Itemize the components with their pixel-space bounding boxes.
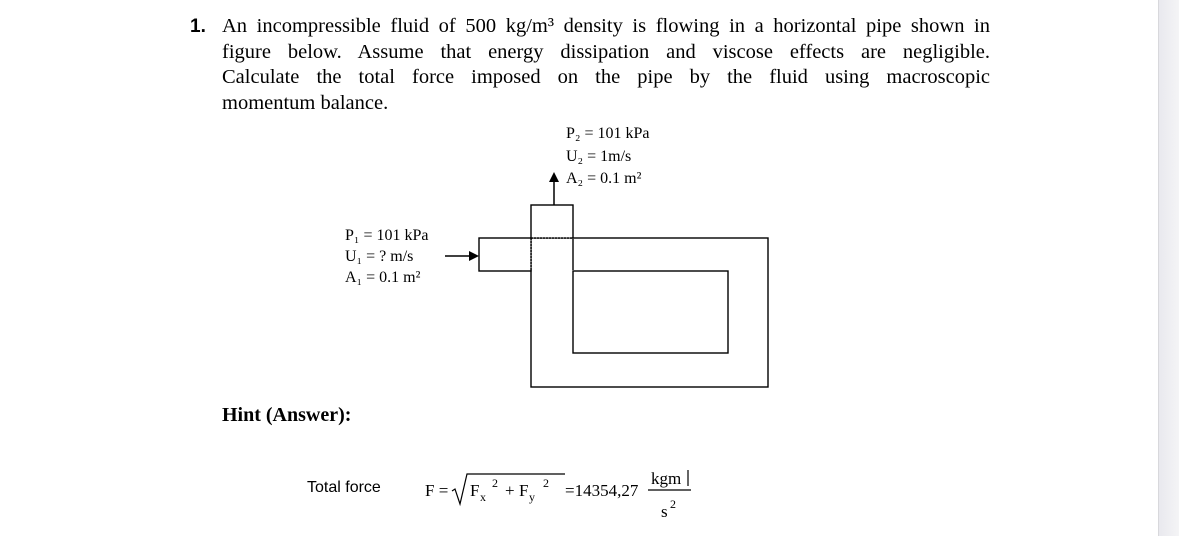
- problem-line-1: An incompressible fluid of 500 kg/m³ density is flowing in a horizontal pipe shown in: [222, 15, 990, 37]
- problem-line-3: Calculate the total force imposed on the pipe by the fluid using macroscopic: [222, 66, 990, 88]
- unit-denominator: s: [661, 502, 668, 521]
- problem-number: 1.: [190, 16, 206, 37]
- pipe-inner-wall: [573, 271, 728, 353]
- fy-symbol: F: [519, 481, 529, 500]
- pipe-outer-wall: [531, 238, 768, 387]
- hint-heading: Hint (Answer):: [222, 404, 352, 426]
- formula-result: =14354,27: [565, 481, 639, 500]
- page-edge-shadow: [1158, 0, 1179, 536]
- pipe-outlet: [531, 205, 573, 238]
- total-force-label: Total force: [307, 479, 381, 496]
- formula-lhs: F =: [425, 481, 449, 500]
- pipe-inlet: [479, 238, 531, 271]
- inlet-velocity-label: U₁ = ? m/s: [345, 248, 414, 265]
- fy-subscript: y: [529, 490, 535, 504]
- outlet-velocity-label: U₂ = 1m/s: [566, 148, 632, 165]
- problem-line-4: momentum balance.: [222, 91, 389, 114]
- unit-denominator-exponent: 2: [670, 497, 676, 511]
- fx-subscript: x: [480, 490, 486, 504]
- outlet-flow-arrow-head: [549, 172, 559, 182]
- unit-numerator: kgm: [651, 469, 682, 488]
- inlet-pressure-label: P₁ = 101 kPa: [345, 227, 429, 244]
- outlet-area-label: A₂ = 0.1 m²: [566, 170, 642, 187]
- fx-exponent: 2: [492, 476, 498, 490]
- outlet-pressure-label: P₂ = 101 kPa: [566, 125, 650, 142]
- inlet-area-label: A₁ = 0.1 m²: [345, 269, 421, 286]
- fx-symbol: F: [470, 481, 480, 500]
- answer-formula: [425, 460, 695, 530]
- formula-plus: +: [505, 481, 515, 500]
- inlet-flow-arrow-head: [469, 251, 479, 261]
- problem-line-2: figure below. Assume that energy dissipation and viscose effects are negligible.: [222, 40, 990, 63]
- fy-exponent: 2: [543, 476, 549, 490]
